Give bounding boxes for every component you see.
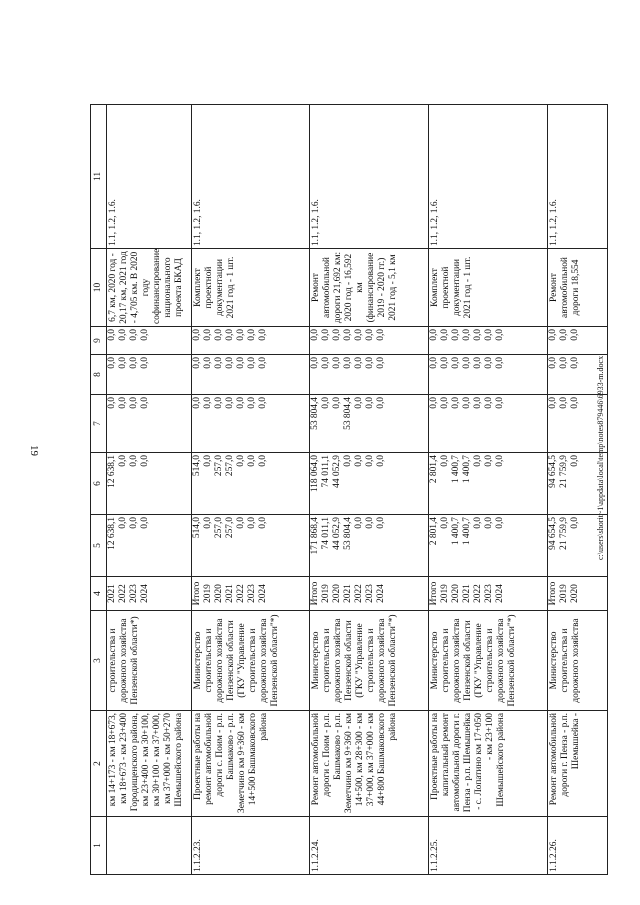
row-name-cell: Ремонт автомобильной дороги г. Пенза - р.п. Шемышейка - <box>547 711 607 817</box>
row-result-cell: Ремонт автомобильной дороги 18,554 <box>547 249 607 327</box>
program-table <box>90 104 608 875</box>
header-cell: 3 <box>91 611 107 711</box>
row-local-budget-cell-value: 0,0 <box>202 357 213 369</box>
row-federal-budget-cell <box>191 395 310 453</box>
row-regional-budget-cell-value: 1 400,7 <box>461 455 472 484</box>
row-local-budget-cell-value: 0,0 <box>191 357 202 369</box>
header-cell: 10 <box>91 249 107 327</box>
row-federal-budget-cell-value: 0,0 <box>365 397 376 409</box>
rotated-table-container <box>90 105 608 875</box>
row-local-budget-cell-value: 0,0 <box>558 357 569 369</box>
row-id-cell <box>107 817 192 875</box>
row-local-budget-cell-value: 0,0 <box>428 357 439 369</box>
row-years-cell-value: 2024 <box>494 584 505 603</box>
row-name-cell: км 14+173 - км 18+673, км 18+673 - км 23+400 Городищенского района, км 23+400 - км 30+100, км 30+100 - км 37+000, км 37+000 - км 50+270 Шемышейского района <box>107 711 192 817</box>
row-years-cell-value: 2021 <box>107 584 117 603</box>
row-total-cell-value: 2 801,4 <box>428 517 439 546</box>
row-other-sources-cell-value: 0,0 <box>118 329 128 341</box>
row-federal-budget-cell <box>428 395 547 453</box>
row-regional-budget-cell <box>428 453 547 515</box>
row-total-cell <box>310 515 429 577</box>
row-total-cell-value: 44 052,9 <box>332 517 343 550</box>
row-federal-budget-cell-value: 0,0 <box>246 397 257 409</box>
row-regional-budget-cell <box>310 453 429 515</box>
row-total-cell-value: 0,0 <box>439 517 450 529</box>
row-federal-budget-cell-value: 0,0 <box>321 397 332 409</box>
table-row <box>191 105 310 875</box>
row-id-cell: 1.1.2.23. <box>191 817 310 875</box>
row-other-sources-cell <box>547 327 607 355</box>
row-regional-budget-cell-value: 0,0 <box>257 455 268 467</box>
row-federal-budget-cell-value: 0,0 <box>118 397 128 409</box>
row-years-cell-value: 2021 <box>224 584 235 603</box>
row-other-sources-cell-value: 0,0 <box>129 329 139 341</box>
row-local-budget-cell-value: 0,0 <box>354 357 365 369</box>
row-federal-budget-cell-value: 0,0 <box>191 397 202 409</box>
row-total-cell-value: 0,0 <box>118 517 128 529</box>
row-local-budget-cell-value: 0,0 <box>257 357 268 369</box>
row-regional-budget-cell-value: 0,0 <box>569 455 580 467</box>
row-regional-budget-cell-value: 12 638,1 <box>107 455 117 488</box>
header-cell: 9 <box>91 327 107 355</box>
row-years-cell-value: Итого <box>310 581 321 606</box>
row-regional-budget-cell-value: 2 801,4 <box>428 455 439 484</box>
row-executor-cell: Министерство строительства и дорожного хозяйства <box>547 611 607 711</box>
row-total-cell-value: 0,0 <box>235 517 246 529</box>
header-cell: 4 <box>91 577 107 611</box>
row-federal-budget-cell-value: 0,0 <box>450 397 461 409</box>
row-other-sources-cell-value: 0,0 <box>107 329 117 341</box>
row-other-sources-cell-value: 0,0 <box>343 329 354 341</box>
row-regional-budget-cell <box>107 453 192 515</box>
table-body <box>107 105 608 875</box>
row-regional-budget-cell-value: 0,0 <box>140 455 150 467</box>
row-years-cell-value: 2024 <box>376 584 387 603</box>
row-regional-budget-cell-value: 74 011,1 <box>321 455 332 488</box>
row-regional-budget-cell-value: 44 052,9 <box>332 455 343 488</box>
row-years-cell-value: 2022 <box>235 584 246 603</box>
row-years-cell-value: 2022 <box>472 584 483 603</box>
header-cell: 1 <box>91 817 107 875</box>
row-other-sources-cell-value: 0,0 <box>191 329 202 341</box>
row-total-cell <box>428 515 547 577</box>
row-local-budget-cell-value: 0,0 <box>118 357 128 369</box>
header-cell: 6 <box>91 453 107 515</box>
row-executor-cell: Министерство строительства и дорожного хозяйства Пензенской области (ГКУ "Управление строительства и дорожного хозяйства Пензенской области"*) <box>428 611 547 711</box>
row-total-cell-value: 0,0 <box>494 517 505 529</box>
row-years-cell-value: 2019 <box>558 584 569 603</box>
row-federal-budget-cell-value: 0,0 <box>428 397 439 409</box>
row-other-sources-cell-value: 0,0 <box>224 329 235 341</box>
row-total-cell-value: 53 804,4 <box>343 517 354 550</box>
row-local-budget-cell <box>191 355 310 395</box>
row-local-budget-cell-value: 0,0 <box>365 357 376 369</box>
row-name-cell: Проектные работы на ремонт автомобильной дороги с. Поим - р.п. Башмаково - р.п. Земетчино км 9+360 - км 14+500 Башмаковского района <box>191 711 310 817</box>
row-local-budget-cell-value: 0,0 <box>547 357 558 369</box>
row-ref-cell: 1.1, 1.2, 1.6. <box>547 105 607 249</box>
page-number: 19 <box>28 445 40 456</box>
row-regional-budget-cell <box>191 453 310 515</box>
row-years-cell <box>310 577 429 611</box>
row-regional-budget-cell-value: 0,0 <box>365 455 376 467</box>
row-regional-budget-cell-value: 0,0 <box>376 455 387 467</box>
row-regional-budget-cell-value: 0,0 <box>483 455 494 467</box>
table-row <box>547 105 607 875</box>
row-other-sources-cell-value: 0,0 <box>321 329 332 341</box>
row-regional-budget-cell-value: 0,0 <box>246 455 257 467</box>
row-federal-budget-cell-value: 0,0 <box>494 397 505 409</box>
row-federal-budget-cell-value: 0,0 <box>354 397 365 409</box>
row-other-sources-cell-value: 0,0 <box>332 329 343 341</box>
row-total-cell-value: 0,0 <box>129 517 139 529</box>
row-federal-budget-cell <box>310 395 429 453</box>
row-local-budget-cell-value: 0,0 <box>235 357 246 369</box>
table-row <box>310 105 429 875</box>
row-local-budget-cell-value: 0,0 <box>376 357 387 369</box>
row-federal-budget-cell-value: 0,0 <box>332 397 343 409</box>
row-federal-budget-cell-value: 0,0 <box>569 397 580 409</box>
row-result-cell: Комплект проектной документации 2021 год - 1 шт. <box>428 249 547 327</box>
row-years-cell <box>428 577 547 611</box>
row-years-cell-value: 2022 <box>118 584 128 603</box>
row-other-sources-cell-value: 0,0 <box>202 329 213 341</box>
row-other-sources-cell-value: 0,0 <box>494 329 505 341</box>
row-federal-budget-cell-value: 0,0 <box>213 397 224 409</box>
row-years-cell-value: 2020 <box>450 584 461 603</box>
row-local-budget-cell-value: 0,0 <box>107 357 117 369</box>
footer-file-path: c:\users\shorit~1\appdata\local\temp\notes879446\6933-m.docx <box>596 355 605 560</box>
row-id-cell: 1.1.2.25. <box>428 817 547 875</box>
row-years-cell-value: Итого <box>428 581 439 606</box>
row-local-budget-cell-value: 0,0 <box>129 357 139 369</box>
row-ref-cell: 1.1, 1.2, 1.6. <box>107 105 192 249</box>
row-regional-budget-cell-value: 0,0 <box>129 455 139 467</box>
row-other-sources-cell-value: 0,0 <box>472 329 483 341</box>
row-years-cell-value: 2023 <box>365 584 376 603</box>
row-local-budget-cell-value: 0,0 <box>461 357 472 369</box>
row-other-sources-cell-value: 0,0 <box>558 329 569 341</box>
header-row <box>91 105 107 875</box>
row-local-budget-cell-value: 0,0 <box>224 357 235 369</box>
row-other-sources-cell <box>310 327 429 355</box>
row-total-cell-value: 1 400,7 <box>461 517 472 546</box>
row-total-cell-value: 0,0 <box>365 517 376 529</box>
row-other-sources-cell-value: 0,0 <box>246 329 257 341</box>
row-years-cell-value: 2020 <box>332 584 343 603</box>
row-total-cell-value: 94 654,5 <box>547 517 558 550</box>
row-other-sources-cell-value: 0,0 <box>439 329 450 341</box>
row-local-budget-cell-value: 0,0 <box>140 357 150 369</box>
row-years-cell-value: 2019 <box>321 584 332 603</box>
row-other-sources-cell-value: 0,0 <box>354 329 365 341</box>
row-regional-budget-cell-value: 1 400,7 <box>450 455 461 484</box>
row-total-cell-value: 1 400,7 <box>450 517 461 546</box>
row-ref-cell: 1.1, 1.2, 1.6. <box>191 105 310 249</box>
row-total-cell <box>107 515 192 577</box>
row-id-cell: 1.1.2.24. <box>310 817 429 875</box>
row-local-budget-cell-value: 0,0 <box>332 357 343 369</box>
row-years-cell-value: 2024 <box>140 584 150 603</box>
row-federal-budget-cell-value: 0,0 <box>235 397 246 409</box>
row-regional-budget-cell-value: 0,0 <box>494 455 505 467</box>
row-other-sources-cell <box>428 327 547 355</box>
row-total-cell-value: 0,0 <box>246 517 257 529</box>
row-federal-budget-cell-value: 0,0 <box>202 397 213 409</box>
row-other-sources-cell-value: 0,0 <box>376 329 387 341</box>
row-total-cell-value: 21 759,9 <box>558 517 569 550</box>
row-federal-budget-cell-value: 0,0 <box>376 397 387 409</box>
row-total-cell-value: 0,0 <box>472 517 483 529</box>
row-years-cell-value: Итого <box>547 581 558 606</box>
row-local-budget-cell <box>547 355 607 395</box>
row-regional-budget-cell-value: 0,0 <box>472 455 483 467</box>
row-regional-budget-cell-value: 21 759,9 <box>558 455 569 488</box>
row-local-budget-cell-value: 0,0 <box>213 357 224 369</box>
row-regional-budget-cell-value: 0,0 <box>118 455 128 467</box>
row-federal-budget-cell-value: 0,0 <box>472 397 483 409</box>
row-total-cell-value: 0,0 <box>569 517 580 529</box>
row-years-cell-value: 2023 <box>129 584 139 603</box>
row-years-cell <box>107 577 192 611</box>
row-total-cell-value: 0,0 <box>202 517 213 529</box>
row-total-cell-value: 171 868,4 <box>310 517 321 555</box>
row-regional-budget-cell-value: 514,0 <box>191 455 202 477</box>
row-local-budget-cell-value: 0,0 <box>246 357 257 369</box>
row-other-sources-cell <box>107 327 192 355</box>
row-years-cell <box>191 577 310 611</box>
row-other-sources-cell-value: 0,0 <box>461 329 472 341</box>
row-regional-budget-cell-value: 0,0 <box>354 455 365 467</box>
row-total-cell-value: 257,0 <box>213 517 224 539</box>
row-federal-budget-cell-value: 0,0 <box>224 397 235 409</box>
row-local-budget-cell-value: 0,0 <box>439 357 450 369</box>
row-regional-budget-cell-value: 257,0 <box>224 455 235 477</box>
row-total-cell <box>191 515 310 577</box>
header-cell: 8 <box>91 355 107 395</box>
row-other-sources-cell-value: 0,0 <box>140 329 150 341</box>
row-regional-budget-cell <box>547 453 607 515</box>
row-local-budget-cell-value: 0,0 <box>343 357 354 369</box>
row-result-cell: 6,7 км, 2020 год - 20,17 км, 2021 год - 4,705 км. В 2020 году софинансирование национального проекта БКАД <box>107 249 192 327</box>
row-other-sources-cell-value: 0,0 <box>310 329 321 341</box>
row-total-cell <box>547 515 607 577</box>
row-total-cell-value: 74 011,1 <box>321 517 332 550</box>
row-local-budget-cell-value: 0,0 <box>483 357 494 369</box>
row-result-cell: Ремонт автомобильной дороги 21,692 км: 2020 год - 16,592 км (финансирование 2019 - 2020 гг.) 2021 год - 5,1 км <box>310 249 429 327</box>
header-cell: 11 <box>91 105 107 249</box>
row-total-cell-value: 12 638,1 <box>107 517 117 550</box>
row-regional-budget-cell-value: 118 064,0 <box>310 455 321 493</box>
row-local-budget-cell-value: 0,0 <box>450 357 461 369</box>
row-other-sources-cell-value: 0,0 <box>547 329 558 341</box>
table-row <box>428 105 547 875</box>
row-total-cell-value: 257,0 <box>224 517 235 539</box>
row-total-cell-value: 514,0 <box>191 517 202 539</box>
row-years-cell-value: 2021 <box>461 584 472 603</box>
table-row <box>107 105 192 875</box>
row-regional-budget-cell-value: 257,0 <box>213 455 224 477</box>
row-total-cell-value: 0,0 <box>483 517 494 529</box>
row-executor-cell: Министерство строительства и дорожного хозяйства Пензенской области (ГКУ "Управление строительства и дорожного хозяйства Пензенской области"*) <box>310 611 429 711</box>
row-name-cell: Проектные работы на капитальный ремонт автомобильной дороги г. Пенза - р.п. Шемышейка - с. Лопатино км 17+050 - км 23+100 Шемышейского района <box>428 711 547 817</box>
row-total-cell-value: 0,0 <box>140 517 150 529</box>
row-local-budget-cell <box>107 355 192 395</box>
row-executor-cell: Министерство строительства и дорожного хозяйства Пензенской области (ГКУ "Управление строительства и дорожного хозяйства Пензенской области"*) <box>191 611 310 711</box>
row-other-sources-cell-value: 0,0 <box>428 329 439 341</box>
row-total-cell-value: 0,0 <box>354 517 365 529</box>
row-regional-budget-cell-value: 0,0 <box>439 455 450 467</box>
row-total-cell-value: 0,0 <box>376 517 387 529</box>
row-local-budget-cell <box>310 355 429 395</box>
row-federal-budget-cell-value: 0,0 <box>483 397 494 409</box>
row-ref-cell: 1.1, 1.2, 1.6. <box>428 105 547 249</box>
row-years-cell-value: 2019 <box>202 584 213 603</box>
header-cell: 5 <box>91 515 107 577</box>
row-years-cell-value: 2020 <box>213 584 224 603</box>
row-local-budget-cell <box>428 355 547 395</box>
row-regional-budget-cell-value: 0,0 <box>235 455 246 467</box>
row-local-budget-cell-value: 0,0 <box>494 357 505 369</box>
row-federal-budget-cell-value: 0,0 <box>461 397 472 409</box>
row-federal-budget-cell-value: 0,0 <box>547 397 558 409</box>
row-other-sources-cell-value: 0,0 <box>569 329 580 341</box>
row-federal-budget-cell-value: 0,0 <box>439 397 450 409</box>
row-federal-budget-cell-value: 0,0 <box>107 397 117 409</box>
row-executor-cell: строительства и дорожного хозяйства Пензенской области*) <box>107 611 192 711</box>
row-total-cell-value: 0,0 <box>257 517 268 529</box>
row-other-sources-cell-value: 0,0 <box>450 329 461 341</box>
row-years-cell-value: 2024 <box>257 584 268 603</box>
row-years-cell-value: 2021 <box>343 584 354 603</box>
row-ref-cell: 1.1, 1.2, 1.6. <box>310 105 429 249</box>
row-federal-budget-cell-value: 53 804,4 <box>310 397 321 430</box>
row-local-budget-cell-value: 0,0 <box>472 357 483 369</box>
row-other-sources-cell-value: 0,0 <box>213 329 224 341</box>
row-federal-budget-cell <box>107 395 192 453</box>
row-years-cell-value: 2023 <box>483 584 494 603</box>
row-other-sources-cell <box>191 327 310 355</box>
row-years-cell-value: 2023 <box>246 584 257 603</box>
row-federal-budget-cell-value: 53 804,4 <box>343 397 354 430</box>
row-name-cell: Ремонт автомобильной дороги с. Поим - р.п. Башмаково - р.п. Земетчино км 9+360 - км 14+500, км 28+300 - км 37+000, км 37+000 - км 44+800 Башмаковского района <box>310 711 429 817</box>
row-regional-budget-cell-value: 0,0 <box>202 455 213 467</box>
row-local-budget-cell-value: 0,0 <box>321 357 332 369</box>
row-other-sources-cell-value: 0,0 <box>257 329 268 341</box>
row-federal-budget-cell-value: 0,0 <box>558 397 569 409</box>
row-years-cell-value: 2022 <box>354 584 365 603</box>
row-years-cell-value: 2019 <box>439 584 450 603</box>
row-federal-budget-cell-value: 0,0 <box>140 397 150 409</box>
row-regional-budget-cell-value: 94 654,5 <box>547 455 558 488</box>
row-other-sources-cell-value: 0,0 <box>235 329 246 341</box>
row-federal-budget-cell <box>547 395 607 453</box>
row-years-cell-value: Итого <box>191 581 202 606</box>
header-cell: 2 <box>91 711 107 817</box>
row-federal-budget-cell-value: 0,0 <box>257 397 268 409</box>
row-years-cell-value: 2020 <box>569 584 580 603</box>
row-id-cell: 1.1.2.26. <box>547 817 607 875</box>
header-cell: 7 <box>91 395 107 453</box>
row-federal-budget-cell-value: 0,0 <box>129 397 139 409</box>
row-other-sources-cell-value: 0,0 <box>483 329 494 341</box>
row-local-budget-cell-value: 0,0 <box>310 357 321 369</box>
row-years-cell <box>547 577 607 611</box>
row-result-cell: Комплект проектной документации 2021 год - 1 шт. <box>191 249 310 327</box>
row-other-sources-cell-value: 0,0 <box>365 329 376 341</box>
row-local-budget-cell-value: 0,0 <box>569 357 580 369</box>
row-regional-budget-cell-value: 0,0 <box>343 455 354 467</box>
